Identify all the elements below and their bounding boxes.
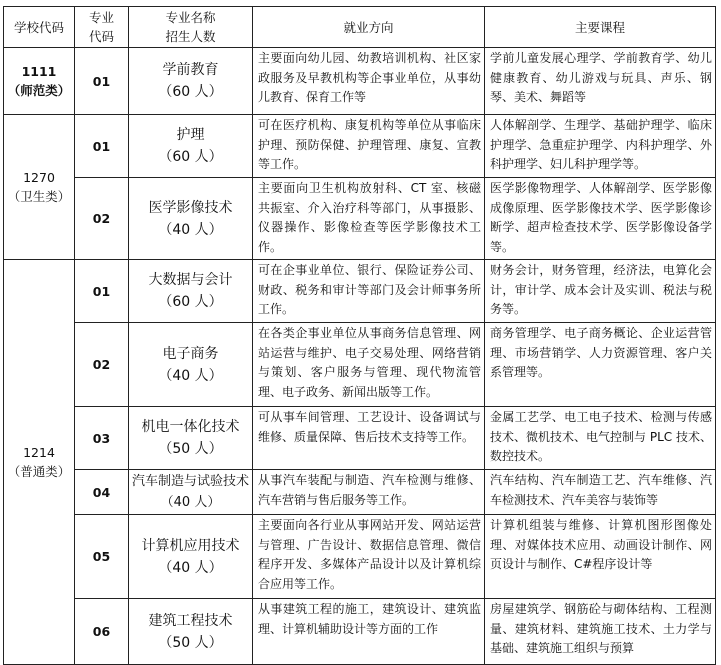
major-quota: （50 人） bbox=[158, 441, 223, 457]
courses-cell: 人体解剖学、生理学、基础护理学、临床护理学、急重症护理学、内科护理学、外科护理学、妇儿科护理学等。 bbox=[485, 115, 716, 178]
school-type: （卫生类） bbox=[7, 189, 71, 204]
table-row bbox=[4, 260, 716, 323]
header-major-code: 专业 代码 bbox=[75, 7, 129, 48]
school-code: 1270 bbox=[23, 170, 55, 185]
employment-cell: 可从事车间管理、工艺设计、设备调试与维修、质量保障、售后技术支持等工作。 bbox=[253, 407, 485, 470]
employment-cell: 可在医疗机构、康复机构等单位从事临床护理、预防保健、护理管理、康复、宣教等工作。 bbox=[253, 115, 485, 178]
school-type: （师范类） bbox=[7, 83, 71, 98]
major-name-cell bbox=[129, 260, 253, 323]
enrollment-table bbox=[3, 6, 716, 665]
major-quota: （60 人） bbox=[158, 84, 223, 100]
courses-cell: 财务会计，财务管理，经济法，电算化会计，审计学、成本会计及实训、税法与税务等。 bbox=[485, 260, 716, 323]
major-name-cell bbox=[129, 323, 253, 407]
header-major-name: 专业名称 招生人数 bbox=[129, 7, 253, 48]
major-name: 大数据与会计 bbox=[148, 272, 233, 288]
table-row bbox=[4, 115, 716, 178]
table-row bbox=[4, 178, 716, 260]
header-employment: 就业方向 bbox=[253, 7, 485, 48]
school-cell bbox=[4, 115, 75, 260]
employment-cell: 主要面向各行业从事网站开发、网站运营与管理、广告设计、数据信息管理、微信程序开发、多媒体产品设计以及计算机综合应用等工作。 bbox=[253, 515, 485, 599]
major-quota: （60 人） bbox=[158, 294, 223, 310]
school-code: 1214 bbox=[23, 445, 55, 460]
major-name-cell bbox=[129, 470, 253, 515]
major-name-cell bbox=[129, 48, 253, 115]
major-code: 06 bbox=[75, 599, 129, 665]
table-row bbox=[4, 599, 716, 665]
major-name-cell bbox=[129, 115, 253, 178]
courses-cell: 金属工艺学、电工电子技术、检测与传感技术、微机技术、电气控制与 PLC 技术、数控技术。 bbox=[485, 407, 716, 470]
table-row bbox=[4, 323, 716, 407]
major-name-cell bbox=[129, 599, 253, 665]
header-school-code: 学校代码 bbox=[4, 7, 75, 48]
major-quota: （40 人） bbox=[158, 367, 223, 384]
employment-cell: 在各类企事业单位从事商务信息管理、网站运营与维护、电子交易处理、网络营销与策划、客户服务与管理、现代物流管理、电子政务、新闻出版等工作。 bbox=[253, 323, 485, 407]
major-name: 护理 bbox=[176, 127, 205, 143]
major-name: 计算机应用技术 bbox=[141, 537, 240, 554]
major-name-cell bbox=[129, 178, 253, 260]
major-name: 学前教育 bbox=[162, 62, 219, 78]
major-code: 01 bbox=[75, 260, 129, 323]
major-code: 02 bbox=[75, 178, 129, 260]
school-cell bbox=[4, 260, 75, 665]
major-name: 电子商务 bbox=[162, 345, 219, 362]
major-name-cell bbox=[129, 407, 253, 470]
major-code: 04 bbox=[75, 470, 129, 515]
courses-cell: 房屋建筑学、钢筋砼与砌体结构、工程测量、建筑材料、建筑施工技术、土力学与基础、建筑施工组织与预算 bbox=[485, 599, 716, 665]
major-code: 05 bbox=[75, 515, 129, 599]
major-name: 汽车制造与试验技术 bbox=[131, 474, 249, 489]
employment-cell: 主要面向卫生机构放射科、CT 室、核磁共振室、介入治疗科等部门，从事摄影、仪器操作、影像检查等医学影像技术工作。 bbox=[253, 178, 485, 260]
school-cell bbox=[4, 48, 75, 115]
school-type: （普通类） bbox=[7, 464, 71, 479]
major-code: 02 bbox=[75, 323, 129, 407]
major-quota: （60 人） bbox=[158, 149, 223, 165]
table-row bbox=[4, 515, 716, 599]
courses-cell: 学前儿童发展心理学、学前教育学、幼儿健康教育、幼儿游戏与玩具、声乐、钢琴、美术、舞蹈等 bbox=[485, 48, 716, 115]
major-code: 01 bbox=[75, 115, 129, 178]
employment-cell: 从事汽车装配与制造、汽车检测与维修、汽车营销与售后服务等工作。 bbox=[253, 470, 485, 515]
table-row bbox=[4, 470, 716, 515]
header-courses: 主要课程 bbox=[485, 7, 716, 48]
courses-cell: 汽车结构、汽车制造工艺、汽车维修、汽车检测技术、汽车美容与装饰等 bbox=[485, 470, 716, 515]
employment-cell: 可在企事业单位、银行、保险证券公司、财政、税务和审计等部门及会计师事务所工作。 bbox=[253, 260, 485, 323]
employment-cell: 从事建筑工程的施工，建筑设计、建筑监理、计算机辅助设计等方面的工作 bbox=[253, 599, 485, 665]
major-quota: （50 人） bbox=[158, 634, 223, 651]
header-row bbox=[4, 7, 716, 48]
table-row bbox=[4, 48, 716, 115]
courses-cell: 计算机组装与维修、计算机图形图像处理、对媒体技术应用、动画设计制作、网页设计与制作、C#程序设计等 bbox=[485, 515, 716, 599]
major-name: 医学影像技术 bbox=[148, 199, 233, 216]
major-quota: （40 人） bbox=[158, 221, 223, 238]
major-name: 建筑工程技术 bbox=[148, 612, 233, 629]
courses-cell: 医学影像物理学、人体解剖学、医学影像成像原理、医学影像技术学、医学影像诊断学、超声检查技术学、医学影像设备学等。 bbox=[485, 178, 716, 260]
table-row bbox=[4, 407, 716, 470]
major-quota: （40 人） bbox=[158, 559, 223, 576]
courses-cell: 商务管理学、电子商务概论、企业运营管理、市场营销学、人力资源管理、客户关系管理等。 bbox=[485, 323, 716, 407]
major-name: 机电一体化技术 bbox=[141, 419, 240, 435]
major-code: 03 bbox=[75, 407, 129, 470]
major-name-cell bbox=[129, 515, 253, 599]
employment-cell: 主要面向幼儿园、幼教培训机构、社区家政服务及早教机构等企事业单位，从事幼儿教育、保育工作等 bbox=[253, 48, 485, 115]
major-code: 01 bbox=[75, 48, 129, 115]
major-quota: （40 人） bbox=[160, 495, 221, 510]
school-code: 1111 bbox=[21, 64, 57, 79]
